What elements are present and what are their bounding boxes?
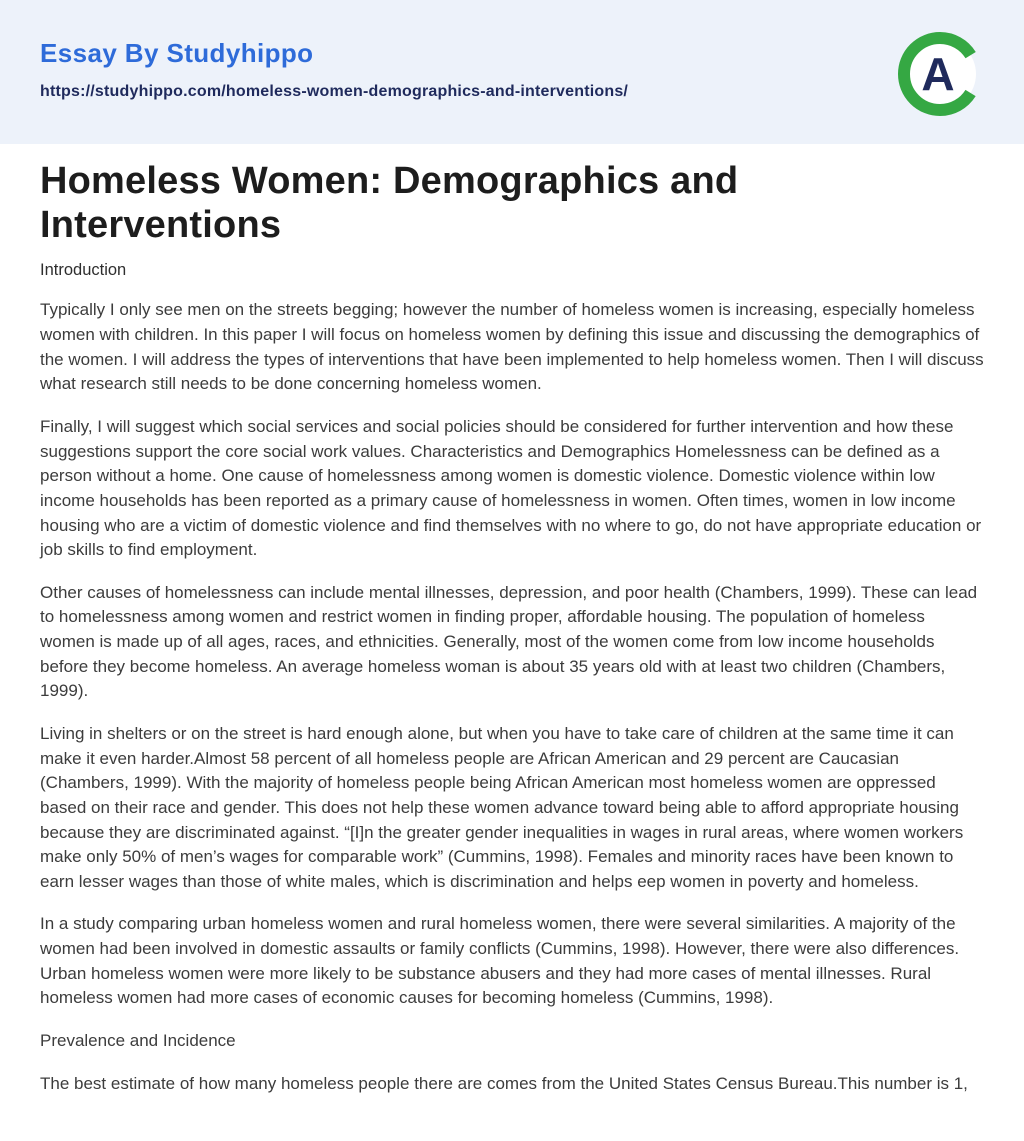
page-header [0, 0, 1024, 144]
intro-label: Introduction [40, 261, 127, 280]
article-url-link[interactable]: https://studyhippo.com/homeless-women-demographics-and-interventions/ [40, 83, 629, 100]
site-title: Essay By Studyhippo [40, 38, 314, 68]
header-text-block [40, 30, 628, 101]
article-paragraph: Other causes of homelessness can include mental illnesses, depression, and poor health (Chambers, 1999). These can lead to homelessness among women and restrict women in finding proper, affordable housing. The population of homeless women is made up of all ages, races, and ethnicities. Generally, most of the women come from low income households before they become homeless. An average homeless woman is about 35 years old with at least two children (Chambers, 1999). [40, 582, 978, 701]
article-paragraph: Typically I only see men on the streets begging; however the number of homeless women is increasing, especially homeless women with children. In this paper I will focus on homeless women by defining this issue and discussing the demographics of the women. I will address the types of interventions that have been implemented to help homeless women. Then I will discuss what research still needs to be done concerning homeless women. [40, 300, 984, 394]
section-heading: Prevalence and Incidence [40, 1031, 236, 1051]
brand-logo[interactable] [896, 30, 984, 118]
article-content [0, 144, 1024, 1096]
article-paragraph: Living in shelters or on the street is hard enough alone, but when you have to take care of children at the same time it can make it even harder.Almost 58 percent of all homeless people are African American and 29 percent are Caucasian (Chambers, 1999). With the majority of homeless people being African American most homeless women are oppressed based on their race and gender. This does not help these women advance toward being able to afford appropriate housing because they are discriminated against. “[I]n the greater gender inequalities in wages in rural areas, where women workers make only 50% of men’s wages for comparable work” (Cummins, 1998). Females and minority races have been known to earn lesser wages than those of white males, which is discrimination and helps eep women in poverty and homeless. [40, 723, 964, 891]
article-title: Homeless Women: Demographics and Interventions [40, 160, 739, 246]
studyhippo-logo-icon [896, 30, 984, 118]
article-paragraph: In a study comparing urban homeless women and rural homeless women, there were several similarities. A majority of the women had been involved in domestic assaults or family conflicts (Cummins, 1998). However, there were also differences. Urban homeless women were more likely to be substance abusers and they had more cases of mental illnesses. Rural homeless women had more cases of economic causes for becoming homeless (Cummins, 1998). [40, 914, 960, 1008]
article-paragraph: Finally, I will suggest which social services and social policies should be considered for further intervention and how these suggestions support the core social work values. Characteristics and Demographics Homelessness can be defined as a person without a home. One cause of homelessness among women is domestic violence. Domestic violence within low income households has been reported as a primary cause of homelessness in women. Often times, women in low income housing who are a victim of domestic violence and find themselves with no where to go, do not have appropriate education or job skills to find employment. [40, 416, 982, 560]
logo-letter: A [921, 48, 955, 100]
article-paragraph: The best estimate of how many homeless people there are comes from the United States Census Bureau.This number is 1, [40, 1073, 968, 1093]
